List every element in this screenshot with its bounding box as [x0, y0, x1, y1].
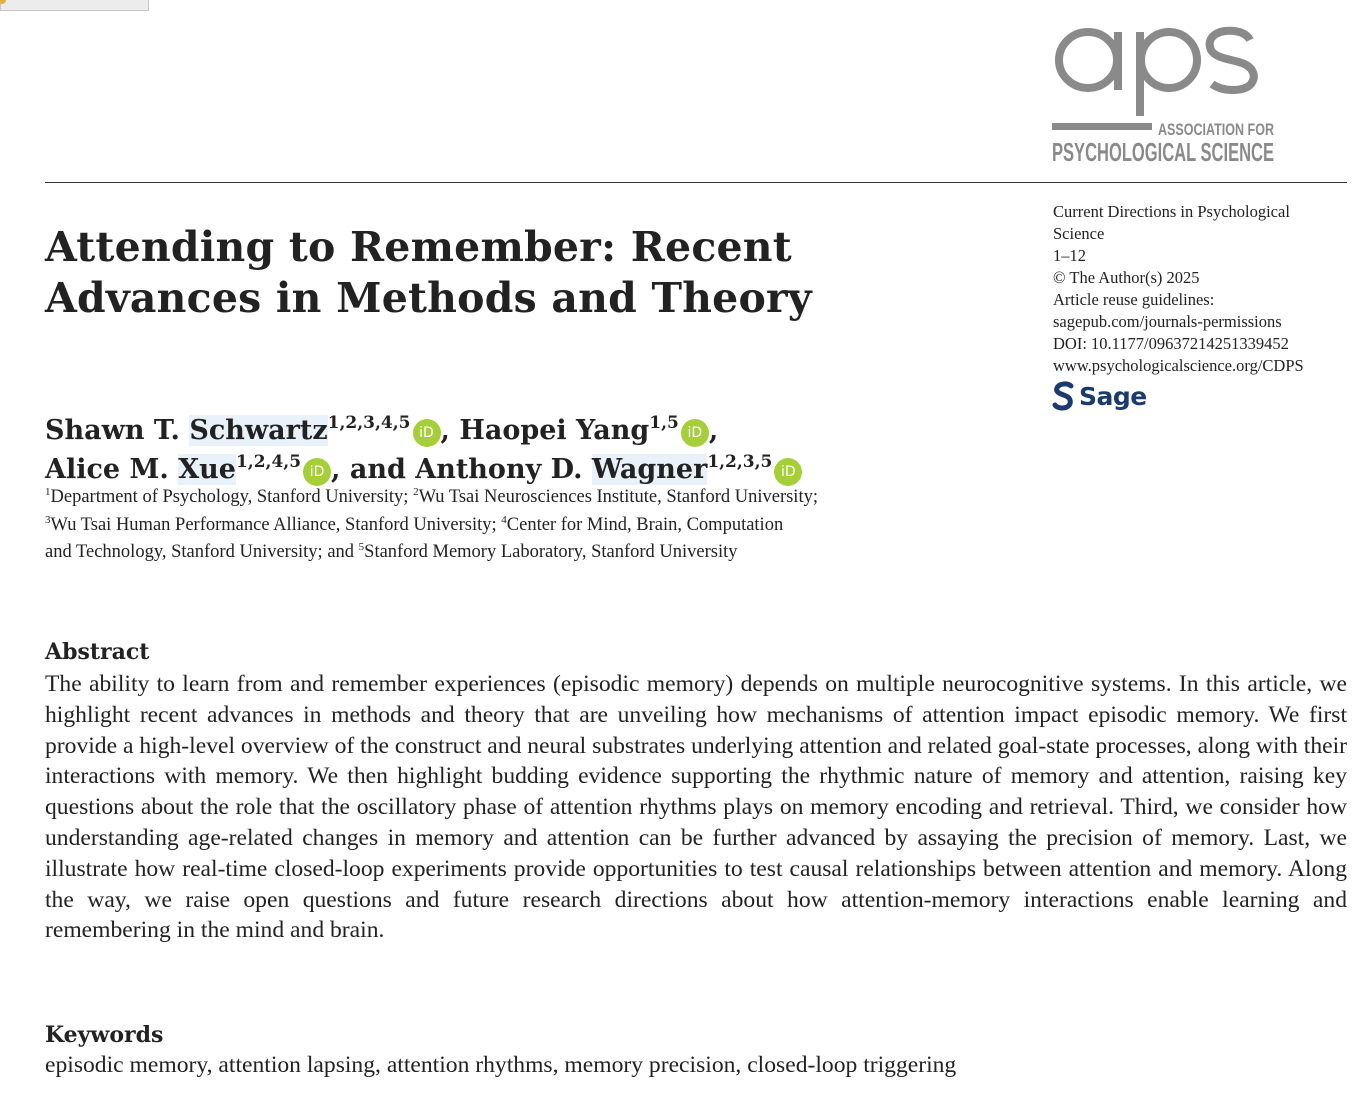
affil-text: Wu Tsai Human Performance Alliance, Stanford University;: [50, 514, 502, 535]
aps-logo: [1052, 24, 1276, 166]
author-list: [45, 413, 1025, 491]
orcid-icon[interactable]: iD: [774, 458, 802, 486]
journal-name-line1: Current Directions in Psychological: [1053, 202, 1290, 221]
journal-name-line2: Science: [1053, 224, 1105, 243]
orcid-icon[interactable]: iD: [303, 458, 331, 486]
journal-url[interactable]: www.psychologicalscience.org/CDPS: [1053, 356, 1304, 375]
author-affil-numbers: 1,5: [649, 413, 679, 433]
affil-number: 5: [358, 541, 365, 553]
affil-number: 1: [45, 486, 51, 498]
author-last-name: Xue: [178, 454, 236, 485]
doi[interactable]: DOI: 10.1177/09637214251339452: [1053, 334, 1289, 353]
sage-wordmark: Sage: [1079, 381, 1147, 411]
orcid-icon[interactable]: iD: [413, 419, 441, 447]
keywords-heading: Keywords: [45, 1022, 164, 1048]
affil-text: Wu Tsai Neurosciences Institute, Stanford University;: [418, 487, 818, 507]
affil-text: Stanford Memory Laboratory, Stanford University: [364, 542, 738, 562]
abstract-heading: Abstract: [45, 639, 150, 665]
article-title: Attending to Remember: Recent Advances in Methods and Theory: [45, 223, 812, 322]
aps-logo-mark: [1059, 31, 1254, 116]
affil-number: 2: [413, 486, 419, 498]
aps-logo-bar: [1052, 123, 1152, 130]
affil-number: 3: [45, 513, 51, 526]
orcid-icon[interactable]: iD: [681, 419, 709, 447]
journal-info: [1053, 201, 1353, 377]
header-rule: [45, 182, 1347, 183]
author-first-name: Alice M.: [45, 454, 169, 485]
sage-s-icon: [1053, 381, 1075, 411]
author-first-name: Shawn T.: [45, 415, 180, 446]
author-affil-numbers: 1,2,3,4,5: [327, 413, 411, 433]
sage-logo: [1053, 381, 1147, 411]
window-tab-fragment[interactable]: [0, 0, 149, 11]
author-affil-numbers: 1,2,3,5: [707, 452, 773, 472]
author-last-name: Wagner: [591, 454, 708, 485]
author-first-name: Haopei: [459, 415, 567, 446]
copyright: © The Author(s) 2025: [1053, 268, 1200, 287]
aps-logo-line1: ASSOCIATION FOR: [1158, 120, 1274, 139]
reuse-label: Article reuse guidelines:: [1053, 290, 1215, 309]
author-last-name: Yang: [576, 415, 650, 446]
affil-number: 4: [501, 513, 507, 526]
affil-text: and Technology, Stanford University; and: [45, 542, 359, 562]
abstract-text: The ability to learn from and remember experiences (episodic memory) depends on multiple neurocognitive systems. In this article, we highlight recent advances in methods and theory that are unveiling how mechanisms of attention impact episodic memory. We first provide a high-level overview of the construct and neural substrates underlying attention and related goal-state processes, along with their interactions with memory. We then highlight budding evidence supporting the rhythmic nature of memory and attention, raising key questions about the role that the oscillatory phase of attention rhythms plays on memory encoding and retrieval. Third, we consider how understanding age-related changes in memory and attention can be further advanced by assaying the precision of memory. Last, we illustrate how real-time closed-loop experiments provide opportunities to test causal relationships between attention and memory. Along the way, we raise open questions and future research directions about how attention-memory interactions enable learning and remembering in the mind and brain.: [45, 671, 1347, 944]
permissions-link[interactable]: sagepub.com/journals-permissions: [1053, 312, 1282, 331]
author-first-name: Anthony D.: [415, 454, 583, 485]
page-range: 1–12: [1053, 246, 1086, 265]
affil-text: Department of Psychology, Stanford University;: [50, 487, 414, 507]
tab-favicon-icon: [0, 0, 6, 4]
aps-logo-line2: PSYCHOLOGICAL SCIENCE: [1052, 137, 1274, 167]
keywords-text: episodic memory, attention lapsing, attention rhythms, memory precision, closed-loop triggering: [45, 1052, 957, 1078]
affiliations: [45, 485, 985, 568]
author-last-name: Schwartz: [189, 415, 328, 446]
author-affil-numbers: 1,2,4,5: [235, 452, 302, 472]
author-separator: ,: [440, 415, 460, 446]
affil-text: Center for Mind, Brain, Computation: [506, 514, 784, 535]
author-separator: , and: [331, 454, 416, 485]
author-separator: ,: [708, 415, 719, 446]
